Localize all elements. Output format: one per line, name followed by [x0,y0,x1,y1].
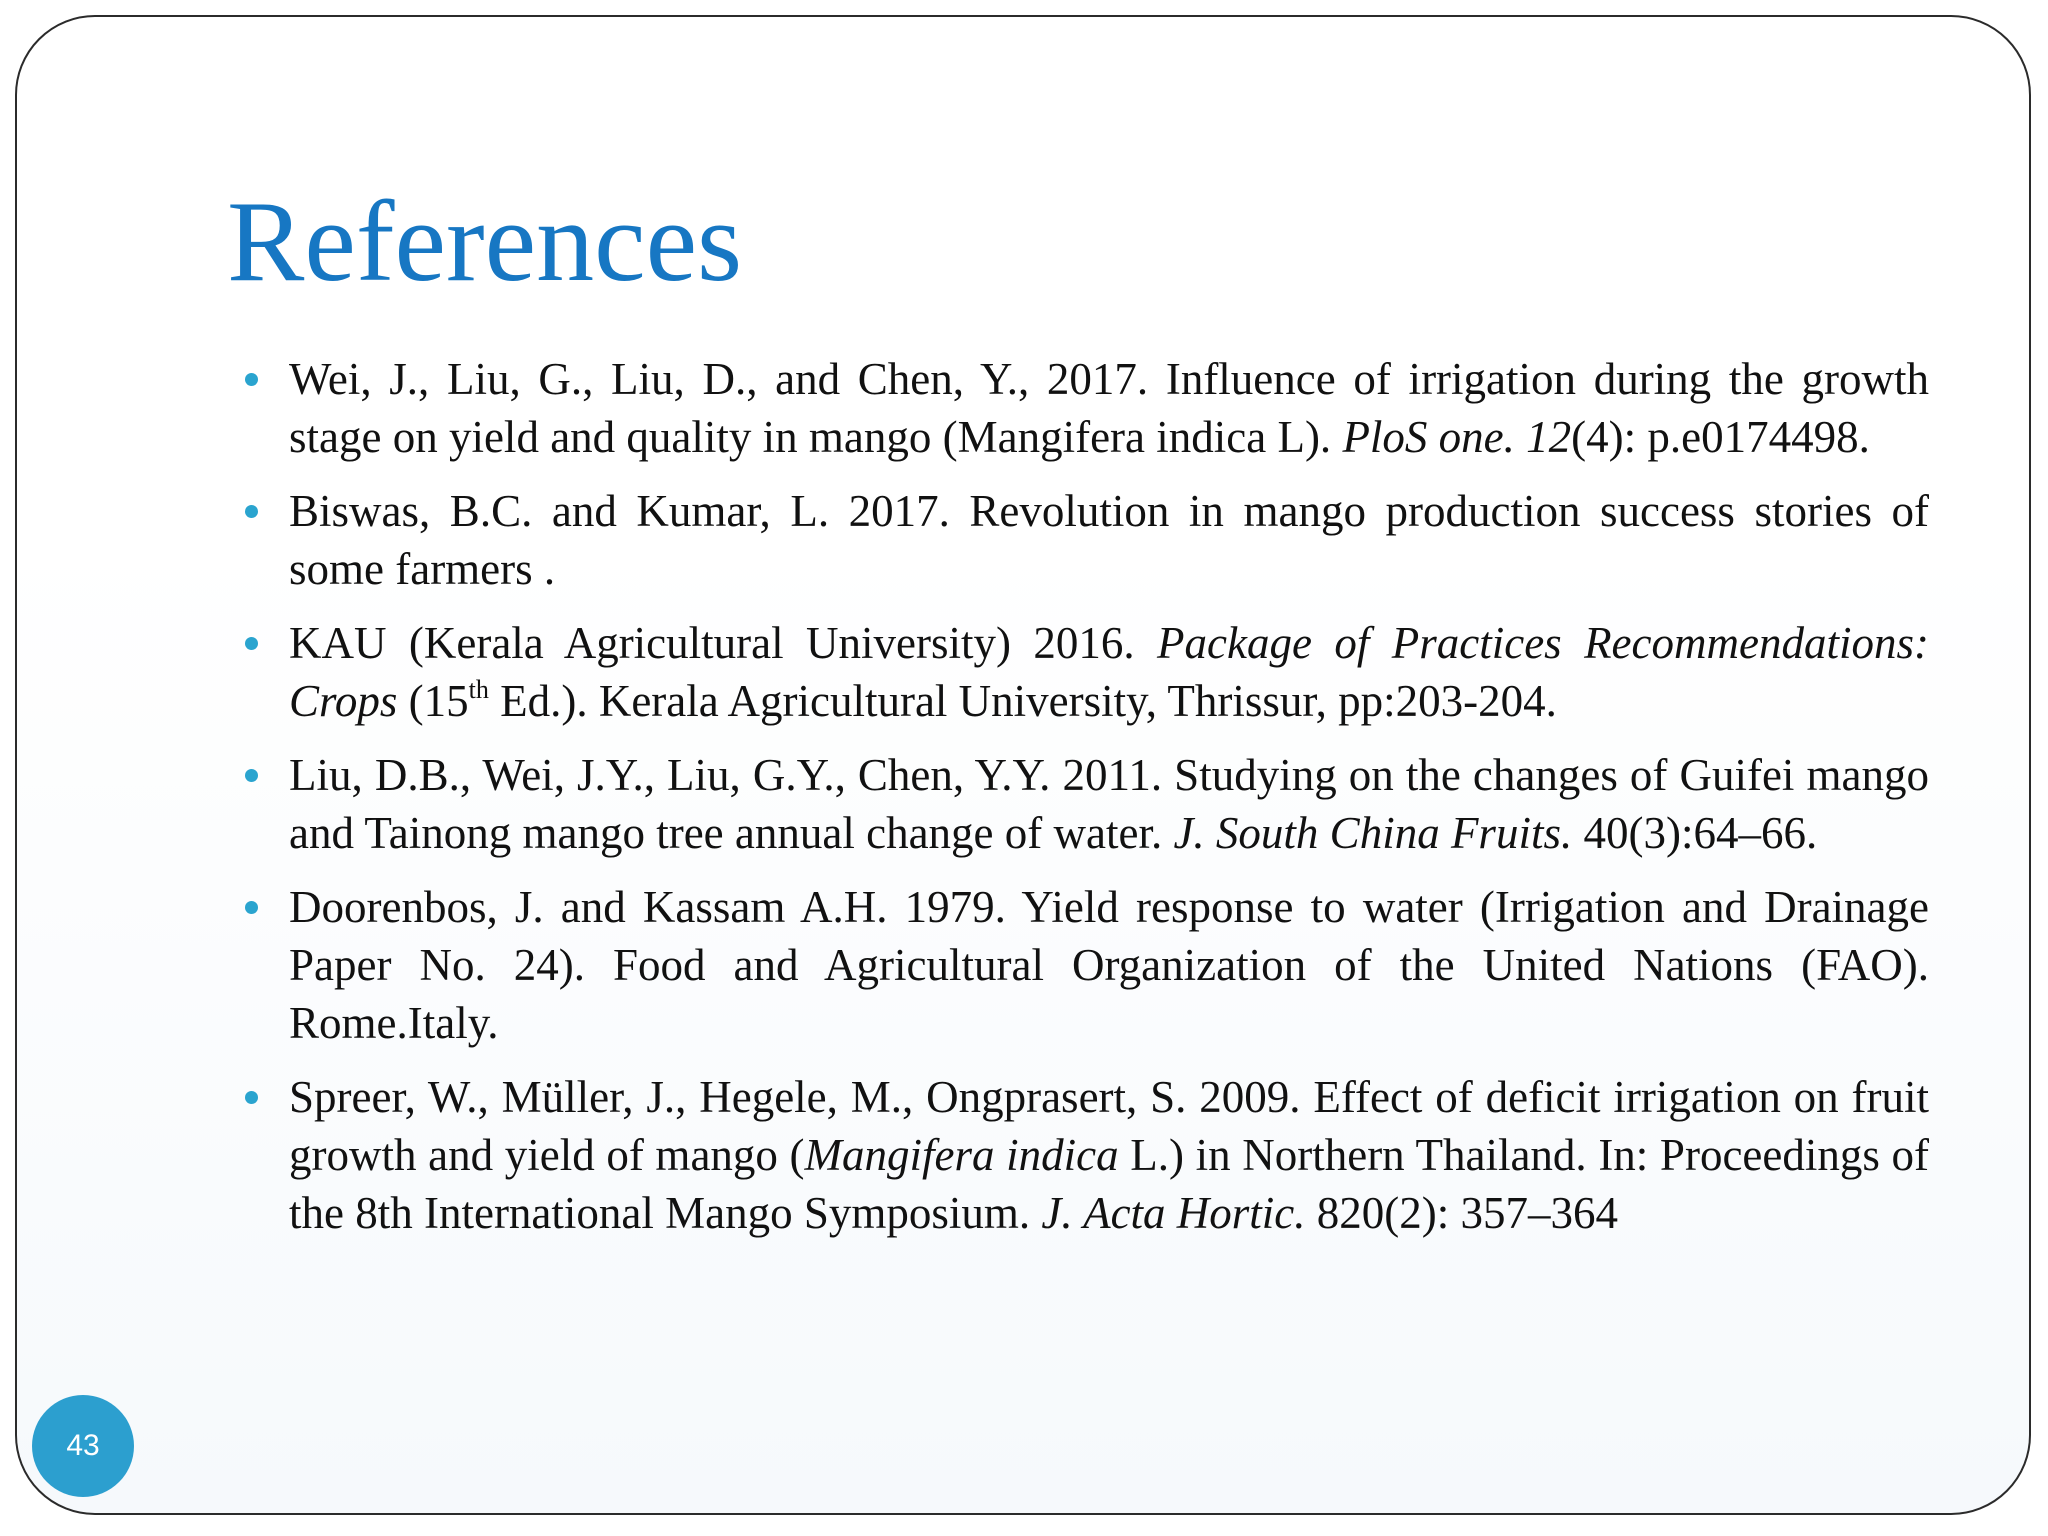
reference-text: Spreer, W., Müller, J., Hegele, M., Ongprasert, S. 2009. Effect of deficit irrigation on fruit growth and yield of mango ( [289,1072,1929,1180]
reference-text: 820(2): 357–364 [1305,1188,1619,1238]
reference-text: Ed.). Kerala Agricultural University, Thrissur, pp:203-204. [488,676,1557,726]
reference-text: L.) in Northern Thailand. In: Proceedings of the 8th International Mango Symposium. [289,1130,1929,1238]
slide-frame [15,15,2031,1515]
reference-text: Liu, D.B., Wei, J.Y., Liu, G.Y., Chen, Y.Y. 2011. Studying on the changes of Guifei mango and Tainong mango tree annual change of water. [289,750,1929,858]
bullet-icon [245,505,258,518]
bullet-icon [245,1091,258,1104]
reference-item [229,482,1929,598]
bullet-icon [245,769,258,782]
reference-journal: J. Acta Hortic. [1041,1188,1306,1238]
reference-item [229,746,1929,862]
reference-text: Biswas, B.C. and Kumar, L. 2017. Revolution in mango production success stories of some farmers . [289,486,1929,594]
reference-book-title: Package of Practices Recommendations: Crops [289,618,1929,726]
reference-list [229,350,1929,1258]
reference-text: 40(3):64–66. [1572,808,1818,858]
reference-text: KAU (Kerala Agricultural University) 2016. [289,618,1158,668]
reference-item [229,614,1929,730]
reference-text: (15 [397,676,469,726]
reference-text: (4): p.e0174498. [1571,412,1870,462]
reference-journal: J. South China Fruits. [1173,808,1573,858]
reference-item [229,1068,1929,1242]
reference-text: Doorenbos, J. and Kassam A.H. 1979. Yield response to water (Irrigation and Drainage Paper No. 24). Food and Agricultural Organization of the United Nations (FAO). Rome.Italy. [289,882,1929,1048]
reference-journal: PloS one. 12 [1342,412,1572,462]
page-number-badge: 43 [32,1395,134,1497]
bullet-icon [245,637,258,650]
reference-text: Wei, J., Liu, G., Liu, D., and Chen, Y., 2017. Influence of irrigation during the growth stage on yield and quality in mango (Mangifera indica L). [289,354,1929,462]
bullet-icon [245,901,258,914]
bullet-icon [245,373,258,386]
reference-item [229,350,1929,466]
reference-item [229,878,1929,1052]
ordinal-superscript: th [468,675,489,704]
species-name: Mangifera indica [804,1130,1119,1180]
page-title: References [227,178,743,306]
